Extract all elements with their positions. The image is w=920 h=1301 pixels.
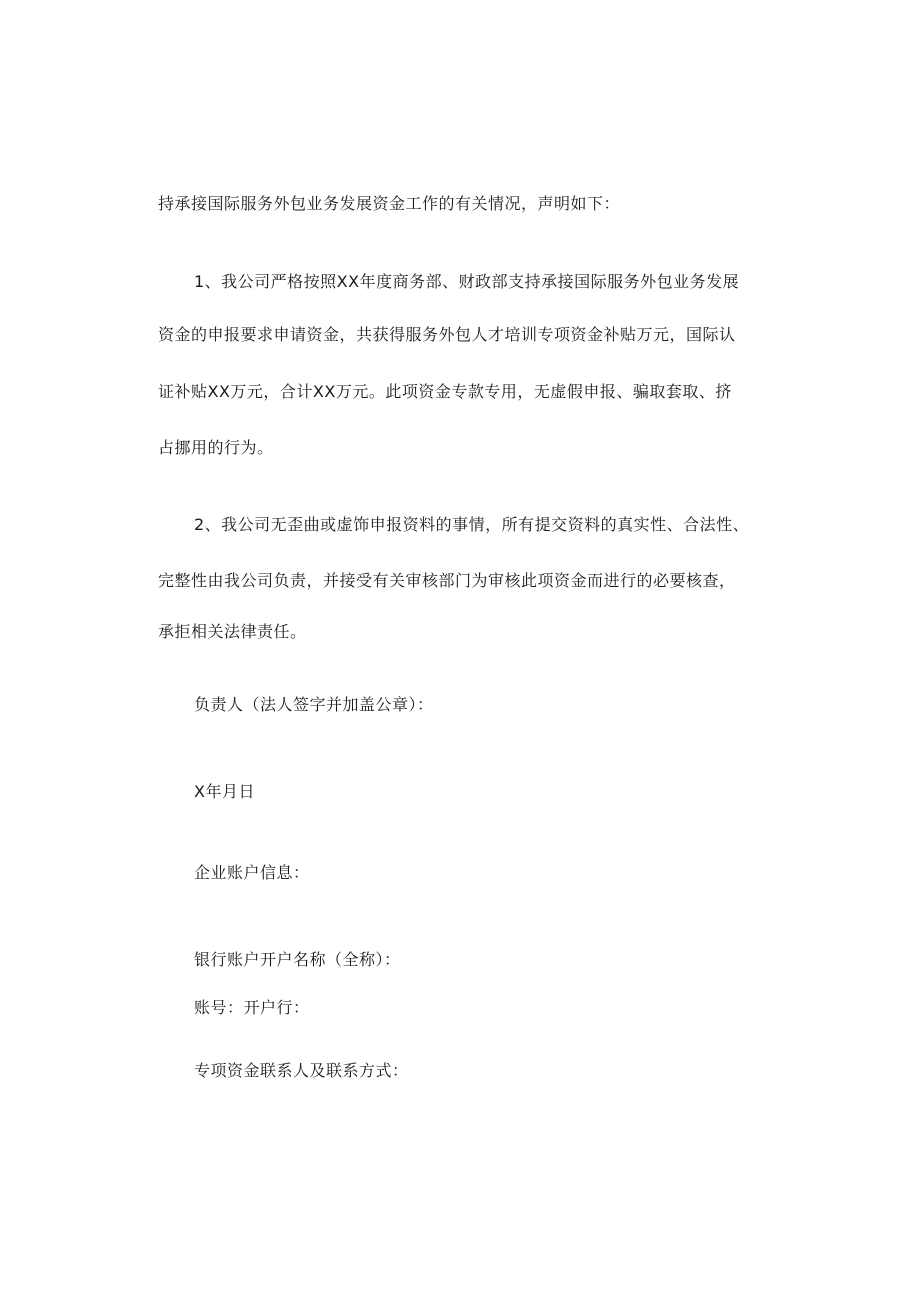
intro-line: 持承接国际服务外包业务发展资金工作的有关情况，声明如下： bbox=[158, 194, 621, 213]
signature-label: 负责人（法人签字并加盖公章）： bbox=[194, 695, 434, 714]
item2-line3: 承拒相关法律责任。 bbox=[158, 622, 307, 641]
item2-line1: 2、我公司无歪曲或虚饰申报资料的事情，所有提交资料的真实性、合法性、 bbox=[194, 515, 750, 534]
account-info-label: 企业账户信息： bbox=[194, 863, 310, 882]
item1-line2: 资金的申报要求申请资金，共获得服务外包人才培训专项资金补贴万元，国际认 bbox=[158, 325, 736, 344]
item1-line4: 占挪用的行为。 bbox=[158, 438, 274, 457]
bank-account-name-label: 银行账户开户名称（全称）： bbox=[194, 950, 401, 969]
account-bank-label: 账号：开户行： bbox=[194, 998, 310, 1017]
item1-line3: 证补贴XX万元，合计XX万元。此项资金专款专用，无虚假申报、骗取套取、挤 bbox=[158, 382, 732, 401]
item1-line1: 1、我公司严格按照XX年度商务部、财政部支持承接国际服务外包业务发展 bbox=[194, 272, 740, 291]
contact-label: 专项资金联系人及联系方式： bbox=[194, 1061, 409, 1080]
item2-line2: 完整性由我公司负责，并接受有关审核部门为审核此项资金而进行的必要核查， bbox=[158, 571, 736, 590]
date-label: X年月日 bbox=[194, 782, 255, 801]
